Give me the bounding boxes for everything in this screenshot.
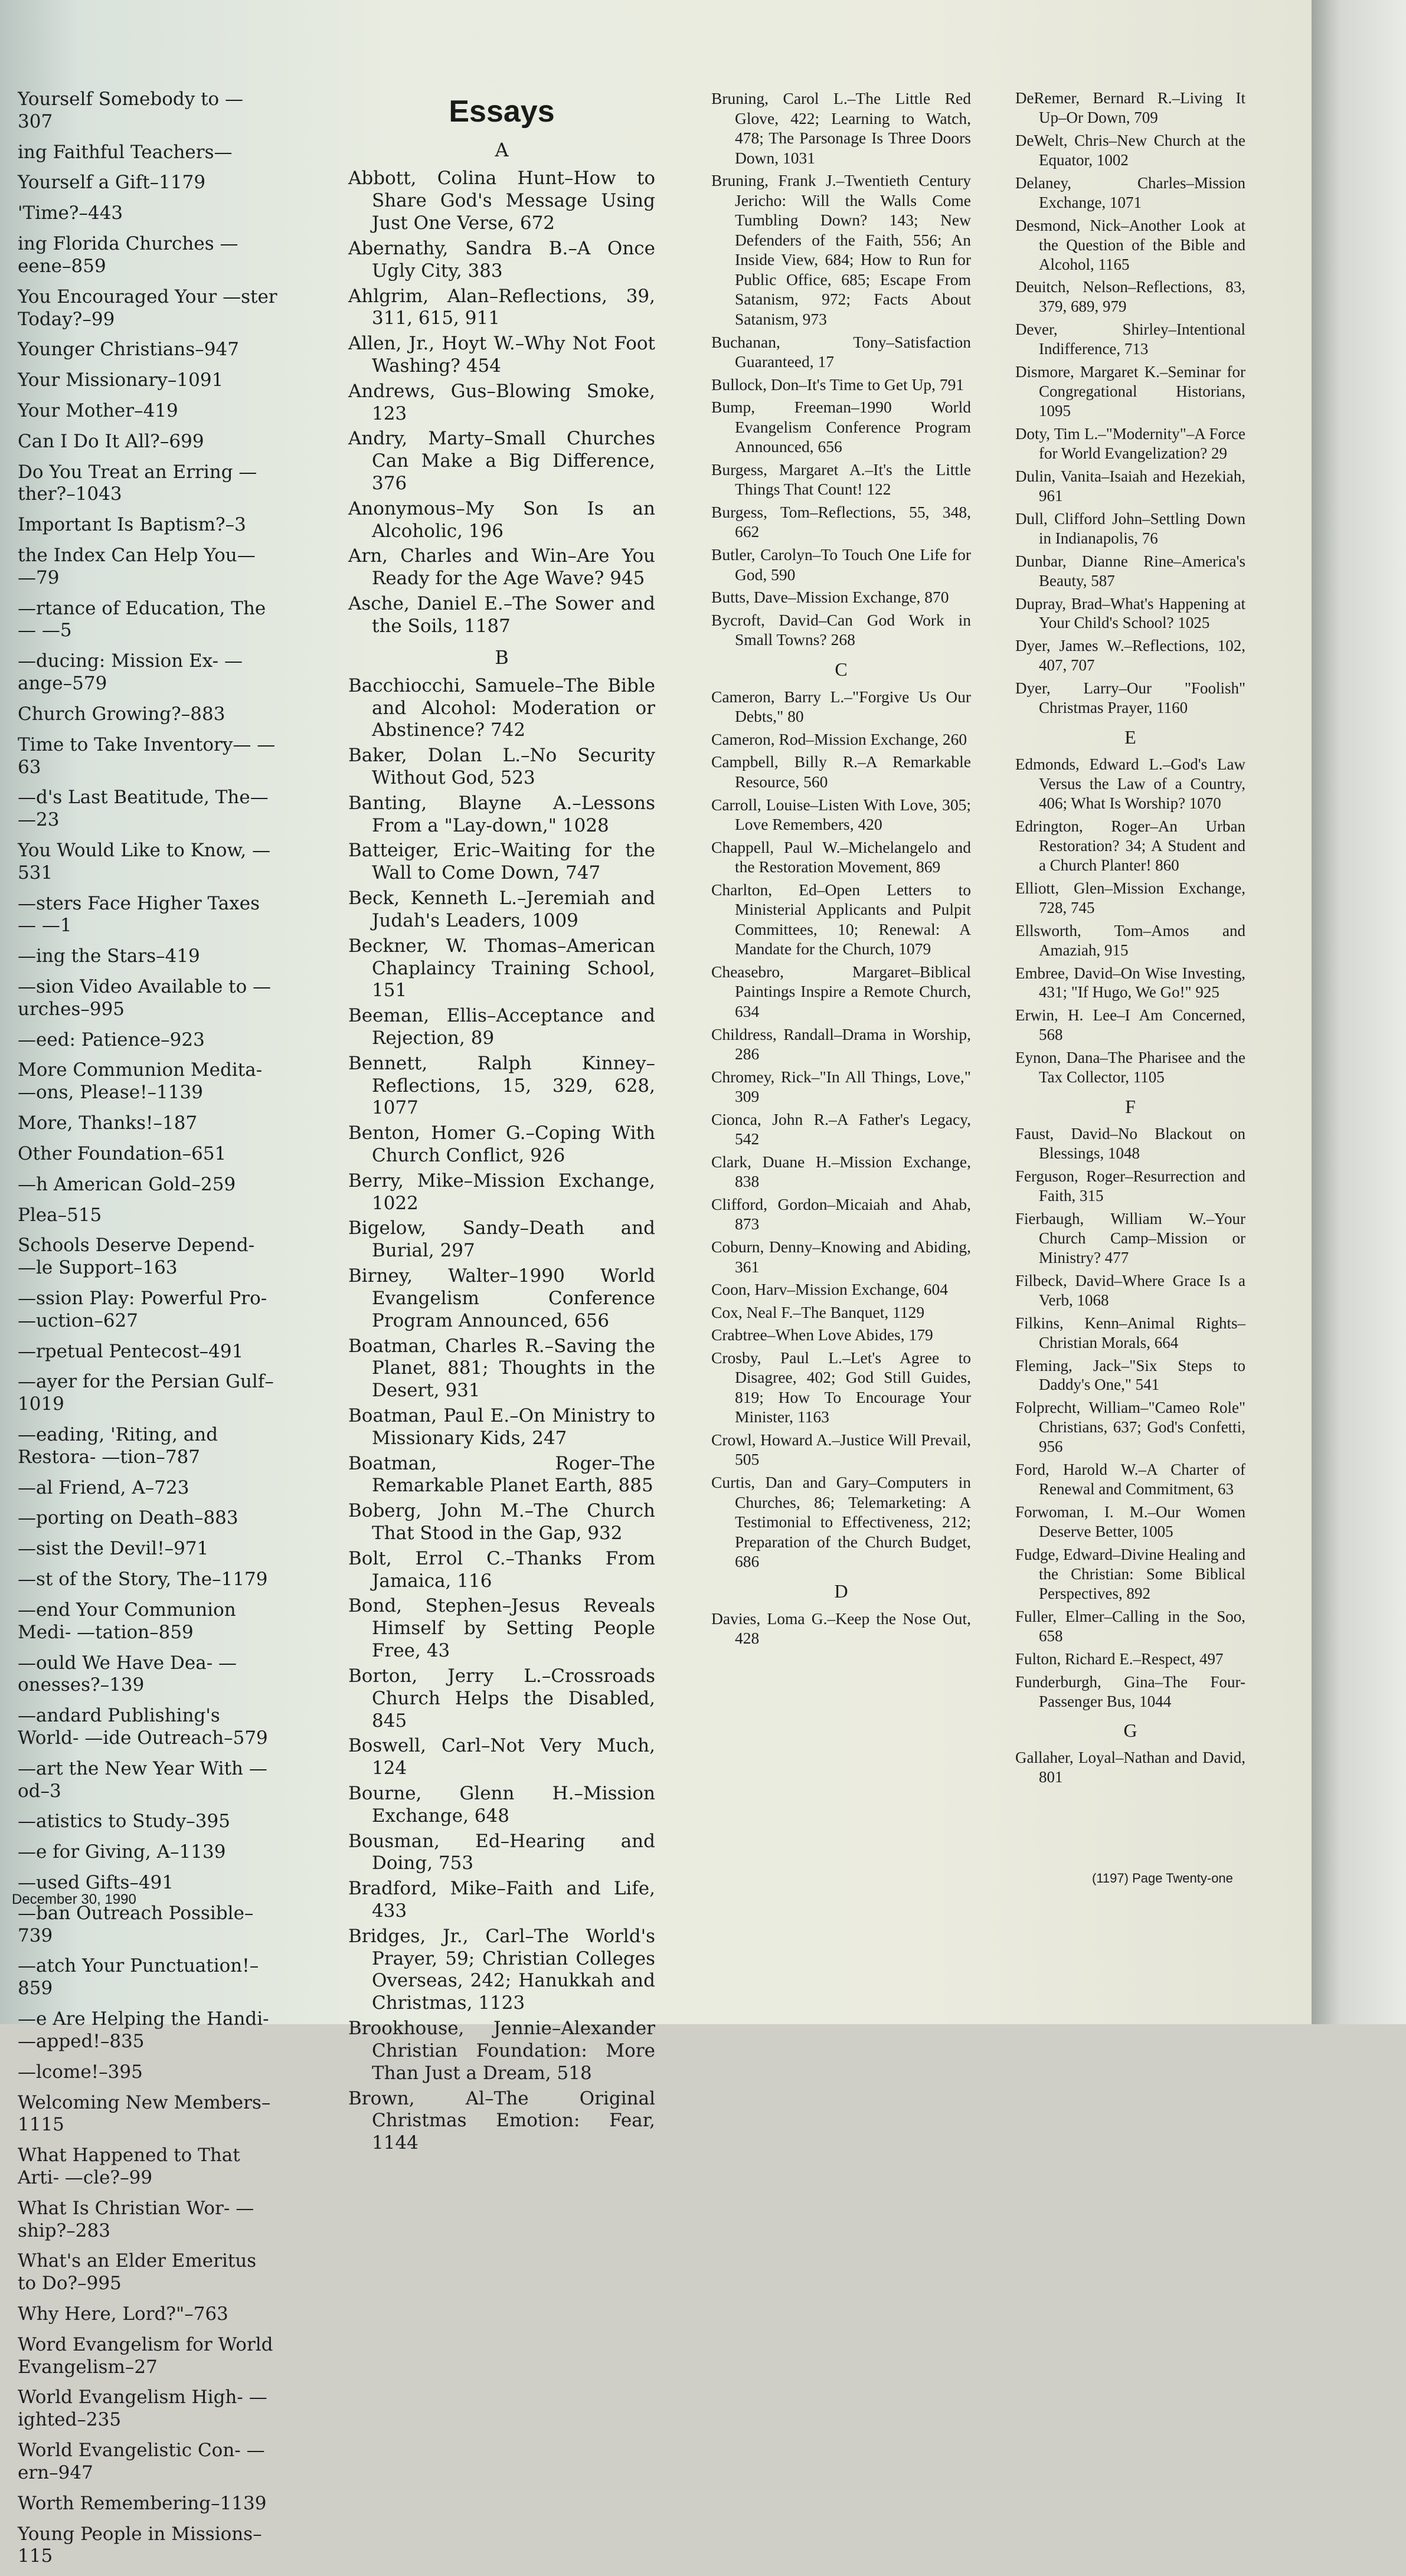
topic-entry: —eed: Patience–923 bbox=[18, 1029, 205, 1050]
topic-entry: Young People in Missions–115 bbox=[18, 2523, 262, 2567]
essay-entry: Boatman, Paul E.–On Ministry to Missionary Kids, 247 bbox=[348, 1405, 655, 1449]
essay-entry: Abernathy, Sandra B.–A Once Ugly City, 383 bbox=[348, 237, 655, 282]
section-letter: C bbox=[835, 658, 848, 680]
essay-entry: Chromey, Rick–"In All Things, Love," 309 bbox=[711, 1067, 971, 1106]
essay-entry: Elliott, Glen–Mission Exchange, 728, 745 bbox=[1015, 879, 1245, 917]
essay-entry: Crabtree–When Love Abides, 179 bbox=[711, 1325, 933, 1344]
essay-entry: Fulton, Richard E.–Respect, 497 bbox=[1015, 1649, 1224, 1668]
essay-entry: Dupray, Brad–What's Happening at Your Child's School? 1025 bbox=[1015, 594, 1245, 632]
essay-entry: Ellsworth, Tom–Amos and Amaziah, 915 bbox=[1015, 921, 1245, 959]
topic-entry: More Communion Medita- —ons, Please!–1139 bbox=[18, 1059, 263, 1104]
essay-entry: Bennett, Ralph Kinney–Reflections, 15, 329, 628, 1077 bbox=[348, 1052, 655, 1119]
essay-entry: Clifford, Gordon–Micaiah and Ahab, 873 bbox=[711, 1194, 971, 1233]
essay-entry: Bolt, Errol C.–Thanks From Jamaica, 116 bbox=[348, 1547, 655, 1592]
essay-entry: Clark, Duane H.–Mission Exchange, 838 bbox=[711, 1152, 971, 1191]
essay-entry: Boberg, John M.–The Church That Stood in the Gap, 932 bbox=[348, 1500, 655, 1544]
topic-entry: Welcoming New Members– 1115 bbox=[18, 2091, 271, 2136]
topic-entry: the Index Can Help You— —79 bbox=[18, 545, 256, 588]
essay-entry: Chappell, Paul W.–Michelangelo and the Restoration Movement, 869 bbox=[711, 837, 971, 876]
topic-entry: Worth Remembering–1139 bbox=[18, 2492, 267, 2514]
essay-entry: Desmond, Nick–Another Look at the Question of the Bible and Alcohol, 1165 bbox=[1015, 216, 1245, 273]
essay-entry: Buchanan, Tony–Satisfaction Guaranteed, 17 bbox=[711, 332, 971, 371]
section-letter: G bbox=[1123, 1720, 1137, 1742]
topic-entry: —art the New Year With —od–3 bbox=[18, 1757, 267, 1802]
section-letter: A bbox=[495, 139, 509, 162]
essay-entry: Edrington, Roger–An Urban Restoration? 34; A Student and a Church Planter! 860 bbox=[1015, 817, 1245, 874]
topic-entry: —e for Giving, A–1139 bbox=[18, 1841, 226, 1863]
essay-entry: Fierbaugh, William W.–Your Church Camp–Mission or Ministry? 477 bbox=[1015, 1209, 1245, 1266]
topic-entry: Younger Christians–947 bbox=[18, 339, 239, 361]
topic-entry: —sion Video Available to —urches–995 bbox=[18, 976, 272, 1020]
topic-entry: Your Mother–419 bbox=[18, 400, 178, 421]
essay-entry: Bruning, Carol L.–The Little Red Glove, 422; Learning to Watch, 478; The Parsonage Is Three Doors Down, 1031 bbox=[711, 89, 971, 167]
essay-entry: Bullock, Don–It's Time to Get Up, 791 bbox=[711, 375, 964, 394]
essay-entry: Gallaher, Loyal–Nathan and David, 801 bbox=[1015, 1749, 1245, 1786]
essay-entry: Baker, Dolan L.–No Security Without God, 523 bbox=[348, 745, 655, 788]
essay-entry: Arn, Charles and Win–Are You Ready for the Age Wave? 945 bbox=[348, 545, 655, 590]
issue-date: December 30, 1990 bbox=[12, 1891, 136, 1907]
topic-entry: What's an Elder Emeritus to Do?–995 bbox=[18, 2250, 257, 2294]
essay-entry: Abbott, Colina Hunt–How to Share God's Message Using Just One Verse, 672 bbox=[348, 168, 655, 234]
topic-entry: —e Are Helping the Handi- —apped!–835 bbox=[18, 2008, 269, 2052]
essay-entry: Dyer, Larry–Our "Foolish" Christmas Prayer, 1160 bbox=[1015, 679, 1245, 717]
essay-entry: Doty, Tim L.–"Modernity"–A Force for World Evangelization? 29 bbox=[1015, 425, 1245, 462]
essay-entry: Burgess, Margaret A.–It's the Little Things That Count! 122 bbox=[711, 460, 971, 499]
essay-entry: Dever, Shirley–Intentional Indifference, 713 bbox=[1015, 320, 1245, 358]
topic-entry: ing Faithful Teachers— bbox=[18, 141, 233, 163]
essay-entry: Beck, Kenneth L.–Jeremiah and Judah's Leaders, 1009 bbox=[348, 888, 655, 931]
essay-entry: Bump, Freeman–1990 World Evangelism Conference Program Announced, 656 bbox=[711, 398, 971, 456]
topic-entry: What Happened to That Arti- —cle?–99 bbox=[18, 2145, 240, 2188]
essay-entry: Bond, Stephen–Jesus Reveals Himself by Setting People Free, 43 bbox=[348, 1595, 655, 1662]
essay-entry: Borton, Jerry L.–Crossroads Church Helps the Disabled, 845 bbox=[348, 1665, 655, 1731]
essay-entry: Erwin, H. Lee–I Am Concerned, 568 bbox=[1015, 1006, 1245, 1044]
topic-entry: —porting on Death–883 bbox=[18, 1507, 238, 1529]
essay-entry: Beckner, W. Thomas–American Chaplaincy Training School, 151 bbox=[348, 935, 655, 1001]
topic-entry: Your Missionary–1091 bbox=[18, 369, 224, 391]
essay-entry: Allen, Jr., Hoyt W.–Why Not Foot Washing? 454 bbox=[348, 333, 655, 377]
essays-column-1 bbox=[348, 89, 655, 2158]
topic-entry: World Evangelism High- —ighted–235 bbox=[18, 2387, 267, 2431]
essay-entry: Cheasebro, Margaret–Biblical Paintings Inspire a Remote Church, 634 bbox=[711, 962, 971, 1020]
essay-entry: Andry, Marty–Small Churches Can Make a Big Difference, 376 bbox=[348, 428, 655, 495]
essay-entry: Boswell, Carl–Not Very Much, 124 bbox=[348, 1735, 655, 1779]
topic-entry: Word Evangelism for World Evangelism–27 bbox=[18, 2333, 273, 2378]
essay-entry: Beeman, Ellis–Acceptance and Rejection, 89 bbox=[348, 1005, 655, 1049]
essay-entry: Coon, Harv–Mission Exchange, 604 bbox=[711, 1280, 948, 1299]
essay-entry: Edmonds, Edward L.–God's Law Versus the Law of a Country, 406; What Is Worship? 1070 bbox=[1015, 755, 1245, 813]
topic-entry: More, Thanks!–187 bbox=[18, 1112, 198, 1134]
essay-entry: Burgess, Tom–Reflections, 55, 348, 662 bbox=[711, 502, 971, 541]
topic-entry: —used Gifts–491 bbox=[18, 1872, 174, 1893]
topic-entry: You Would Like to Know, —531 bbox=[18, 839, 271, 883]
essay-entry: Cameron, Barry L.–"Forgive Us Our Debts," 80 bbox=[711, 687, 971, 726]
essay-entry: Benton, Homer G.–Coping With Church Conflict, 926 bbox=[348, 1122, 655, 1166]
essay-entry: Boatman, Roger–The Remarkable Planet Earth, 885 bbox=[348, 1452, 655, 1497]
essay-entry: Bousman, Ed–Hearing and Doing, 753 bbox=[348, 1830, 655, 1874]
page-binding-edge bbox=[1312, 0, 1406, 2024]
topic-entry: —atistics to Study–395 bbox=[18, 1811, 230, 1832]
essay-entry: Eynon, Dana–The Pharisee and the Tax Collector, 1105 bbox=[1015, 1049, 1245, 1086]
essay-entry: Dunbar, Dianne Rine–America's Beauty, 587 bbox=[1015, 552, 1245, 590]
topic-entry: —sters Face Higher Taxes— —1 bbox=[18, 892, 260, 937]
essay-entry: Ferguson, Roger–Resurrection and Faith, 315 bbox=[1015, 1167, 1245, 1204]
essay-entry: Fuller, Elmer–Calling in the Soo, 658 bbox=[1015, 1607, 1245, 1645]
section-letter: F bbox=[1125, 1096, 1136, 1118]
topic-entry: Church Growing?–883 bbox=[18, 703, 225, 725]
topic-entry: —sist the Devil!–971 bbox=[18, 1538, 209, 1560]
essay-entry: Asche, Daniel E.–The Sower and the Soils, 1187 bbox=[348, 593, 655, 637]
essay-entry: Forwoman, I. M.–Our Women Deserve Better, 1005 bbox=[1015, 1503, 1245, 1540]
topic-entry: Do You Treat an Erring —ther?–1043 bbox=[18, 461, 257, 505]
essay-entry: Embree, David–On Wise Investing, 431; "If Hugo, We Go!" 925 bbox=[1015, 964, 1245, 1001]
essay-entry: Folprecht, William–"Cameo Role" Christians, 637; God's Confetti, 956 bbox=[1015, 1399, 1245, 1456]
essay-entry: DeRemer, Bernard R.–Living It Up–Or Down, 709 bbox=[1015, 89, 1245, 126]
essay-entry: Ahlgrim, Alan–Reflections, 39, 311, 615, 911 bbox=[348, 285, 655, 329]
topic-entry: ing Florida Churches —eene–859 bbox=[18, 233, 238, 277]
topics-column bbox=[18, 89, 277, 2576]
essay-entry: Childress, Randall–Drama in Worship, 286 bbox=[711, 1024, 971, 1063]
essay-entry: Crowl, Howard A.–Justice Will Prevail, 505 bbox=[711, 1430, 971, 1469]
topic-entry: Other Foundation–651 bbox=[18, 1143, 227, 1164]
topic-entry: Time to Take Inventory— —63 bbox=[18, 734, 276, 778]
essay-entry: Crosby, Paul L.–Let's Agree to Disagree, 402; God Still Guides, 819; How To Encourage Your Minister, 1163 bbox=[711, 1348, 971, 1426]
essay-entry: Dismore, Margaret K.–Seminar for Congregational Historians, 1095 bbox=[1015, 363, 1245, 420]
essay-entry: Bridges, Jr., Carl–The World's Prayer, 59; Christian Colleges Overseas, 242; Hanukkah and Christmas, 1123 bbox=[348, 1925, 655, 2014]
topic-entry: Plea–515 bbox=[18, 1204, 102, 1226]
section-letter: D bbox=[834, 1580, 848, 1602]
essay-entry: Batteiger, Eric–Waiting for the Wall to Come Down, 747 bbox=[348, 840, 655, 884]
section-letter: B bbox=[495, 646, 509, 669]
essay-entry: Faust, David–No Blackout on Blessings, 1048 bbox=[1015, 1125, 1245, 1163]
essay-entry: Cionca, John R.–A Father's Legacy, 542 bbox=[711, 1109, 971, 1148]
essay-entry: Dull, Clifford John–Settling Down in Indianapolis, 76 bbox=[1015, 509, 1245, 547]
topic-entry: —ayer for the Persian Gulf– 1019 bbox=[18, 1371, 274, 1415]
essay-entry: Fudge, Edward–Divine Healing and the Christian: Some Biblical Perspectives, 892 bbox=[1015, 1545, 1245, 1602]
topic-entry: —ould We Have Dea- —onesses?–139 bbox=[18, 1652, 237, 1696]
topic-entry: —ssion Play: Powerful Pro- —uction–627 bbox=[18, 1287, 267, 1331]
topic-entry: —ducing: Mission Ex- —ange–579 bbox=[18, 650, 243, 695]
topic-entry: —rpetual Pentecost–491 bbox=[18, 1340, 244, 1362]
essay-entry: Bacchiocchi, Samuele–The Bible and Alcohol: Moderation or Abstinence? 742 bbox=[348, 675, 655, 741]
essay-entry: Delaney, Charles–Mission Exchange, 1071 bbox=[1015, 174, 1245, 211]
topic-entry: —d's Last Beatitude, The— —23 bbox=[18, 787, 269, 831]
essay-entry: Fleming, Jack–"Six Steps to Daddy's One," 541 bbox=[1015, 1356, 1245, 1394]
page-number: (1197) Page Twenty-one bbox=[1092, 1871, 1233, 1886]
essay-entry: Curtis, Dan and Gary–Computers in Churches, 86; Telemarketing: A Testimonial to Effectiveness, 212; Preparation of the Church Budget, 686 bbox=[711, 1473, 971, 1571]
topic-entry: —eading, 'Riting, and Restora- —tion–787 bbox=[18, 1424, 218, 1468]
topic-entry: —andard Publishing's World- —ide Outreach–579 bbox=[18, 1705, 268, 1749]
essay-entry: Butts, Dave–Mission Exchange, 870 bbox=[711, 588, 949, 607]
essay-entry: Brown, Al–The Original Christmas Emotion: Fear, 1144 bbox=[348, 2087, 655, 2154]
topic-entry: 'Time?–443 bbox=[18, 202, 123, 224]
topic-entry: —h American Gold–259 bbox=[18, 1173, 236, 1195]
essay-entry: Cox, Neal F.–The Banquet, 1129 bbox=[711, 1302, 925, 1321]
topic-entry: Schools Deserve Depend- —le Support–163 bbox=[18, 1235, 255, 1279]
essay-entry: Andrews, Gus–Blowing Smoke, 123 bbox=[348, 380, 655, 424]
topic-entry: —ban Outreach Possible–739 bbox=[18, 1902, 254, 1946]
essay-entry: Charlton, Ed–Open Letters to Ministerial Applicants and Pulpit Committees, 10; Renewal: A Mandate for the Church, 1079 bbox=[711, 880, 971, 958]
essay-entry: DeWelt, Chris–New Church at the Equator, 1002 bbox=[1015, 131, 1245, 169]
essay-entry: Dulin, Vanita–Isaiah and Hezekiah, 961 bbox=[1015, 467, 1245, 505]
essay-entry: Filbeck, David–Where Grace Is a Verb, 1068 bbox=[1015, 1271, 1245, 1309]
essay-entry: Boatman, Charles R.–Saving the Planet, 881; Thoughts in the Desert, 931 bbox=[348, 1335, 655, 1402]
essay-entry: Anonymous–My Son Is an Alcoholic, 196 bbox=[348, 497, 655, 542]
topic-entry: —al Friend, A–723 bbox=[18, 1477, 189, 1498]
essay-entry: Funderburgh, Gina–The Four-Passenger Bus, 1044 bbox=[1015, 1672, 1245, 1710]
topic-entry: —lcome!–395 bbox=[18, 2061, 143, 2083]
topic-entry: Can I Do It All?–699 bbox=[18, 430, 204, 452]
essay-entry: Bruning, Frank J.–Twentieth Century Jericho: Will the Walls Come Tumbling Down? 143; New Defenders of the Faith, 556; An Inside View, 684; How to Run for Public Office, 685; Escape From Satanism, 972; Facts About Satanism, 973 bbox=[711, 171, 971, 329]
essay-entry: Birney, Walter–1990 World Evangelism Conference Program Announced, 656 bbox=[348, 1265, 655, 1331]
topic-entry: Yourself a Gift–1179 bbox=[18, 172, 206, 194]
topic-entry: —ing the Stars–419 bbox=[18, 945, 200, 967]
essay-entry: Dyer, James W.–Reflections, 102, 407, 707 bbox=[1015, 637, 1245, 675]
topic-entry: —end Your Communion Medi- —tation–859 bbox=[18, 1599, 236, 1643]
topic-entry: World Evangelistic Con- —ern–947 bbox=[18, 2440, 265, 2483]
essay-entry: Bigelow, Sandy–Death and Burial, 297 bbox=[348, 1217, 655, 1262]
essay-entry: Ford, Harold W.–A Charter of Renewal and Commitment, 63 bbox=[1015, 1461, 1245, 1498]
topic-entry: You Encouraged Your —ster Today?–99 bbox=[18, 286, 277, 330]
essay-entry: Banting, Blayne A.–Lessons From a "Lay-down," 1028 bbox=[348, 792, 655, 836]
essay-entry: Bradford, Mike–Faith and Life, 433 bbox=[348, 1878, 655, 1922]
essay-entry: Bycroft, David–Can God Work in Small Towns? 268 bbox=[711, 610, 971, 649]
essay-entry: Cameron, Rod–Mission Exchange, 260 bbox=[711, 729, 967, 748]
essay-entry: Berry, Mike–Mission Exchange, 1022 bbox=[348, 1170, 655, 1214]
topic-entry: —atch Your Punctuation!–859 bbox=[18, 1955, 259, 1999]
essay-entry: Davies, Loma G.–Keep the Nose Out, 428 bbox=[711, 1609, 971, 1648]
topic-entry: Important Is Baptism?–3 bbox=[18, 514, 246, 536]
topic-entry: —st of the Story, The–1179 bbox=[18, 1569, 268, 1590]
essays-heading: Essays bbox=[449, 94, 555, 129]
topic-entry: Yourself Somebody to —307 bbox=[18, 89, 244, 132]
essays-column-3 bbox=[1015, 89, 1245, 1791]
essay-entry: Coburn, Denny–Knowing and Abiding, 361 bbox=[711, 1238, 971, 1276]
essay-entry: Filkins, Kenn–Animal Rights–Christian Morals, 664 bbox=[1015, 1314, 1245, 1351]
section-letter: E bbox=[1124, 726, 1136, 748]
essay-entry: Carroll, Louise–Listen With Love, 305; Love Remembers, 420 bbox=[711, 795, 971, 834]
essay-entry: Butler, Carolyn–To Touch One Life for God, 590 bbox=[711, 545, 971, 584]
essay-entry: Bourne, Glenn H.–Mission Exchange, 648 bbox=[348, 1782, 655, 1827]
essay-entry: Brookhouse, Jennie–Alexander Christian Foundation: More Than Just a Dream, 518 bbox=[348, 2018, 655, 2084]
topic-entry: —rtance of Education, The— —5 bbox=[18, 597, 266, 641]
essay-entry: Deuitch, Nelson–Reflections, 83, 379, 689, 979 bbox=[1015, 278, 1245, 316]
essay-entry: Campbell, Billy R.–A Remarkable Resource, 560 bbox=[711, 752, 971, 791]
essays-column-2 bbox=[711, 89, 971, 1651]
topic-entry: What Is Christian Wor- —ship?–283 bbox=[18, 2197, 254, 2241]
topic-entry: Why Here, Lord?"–763 bbox=[18, 2303, 228, 2325]
